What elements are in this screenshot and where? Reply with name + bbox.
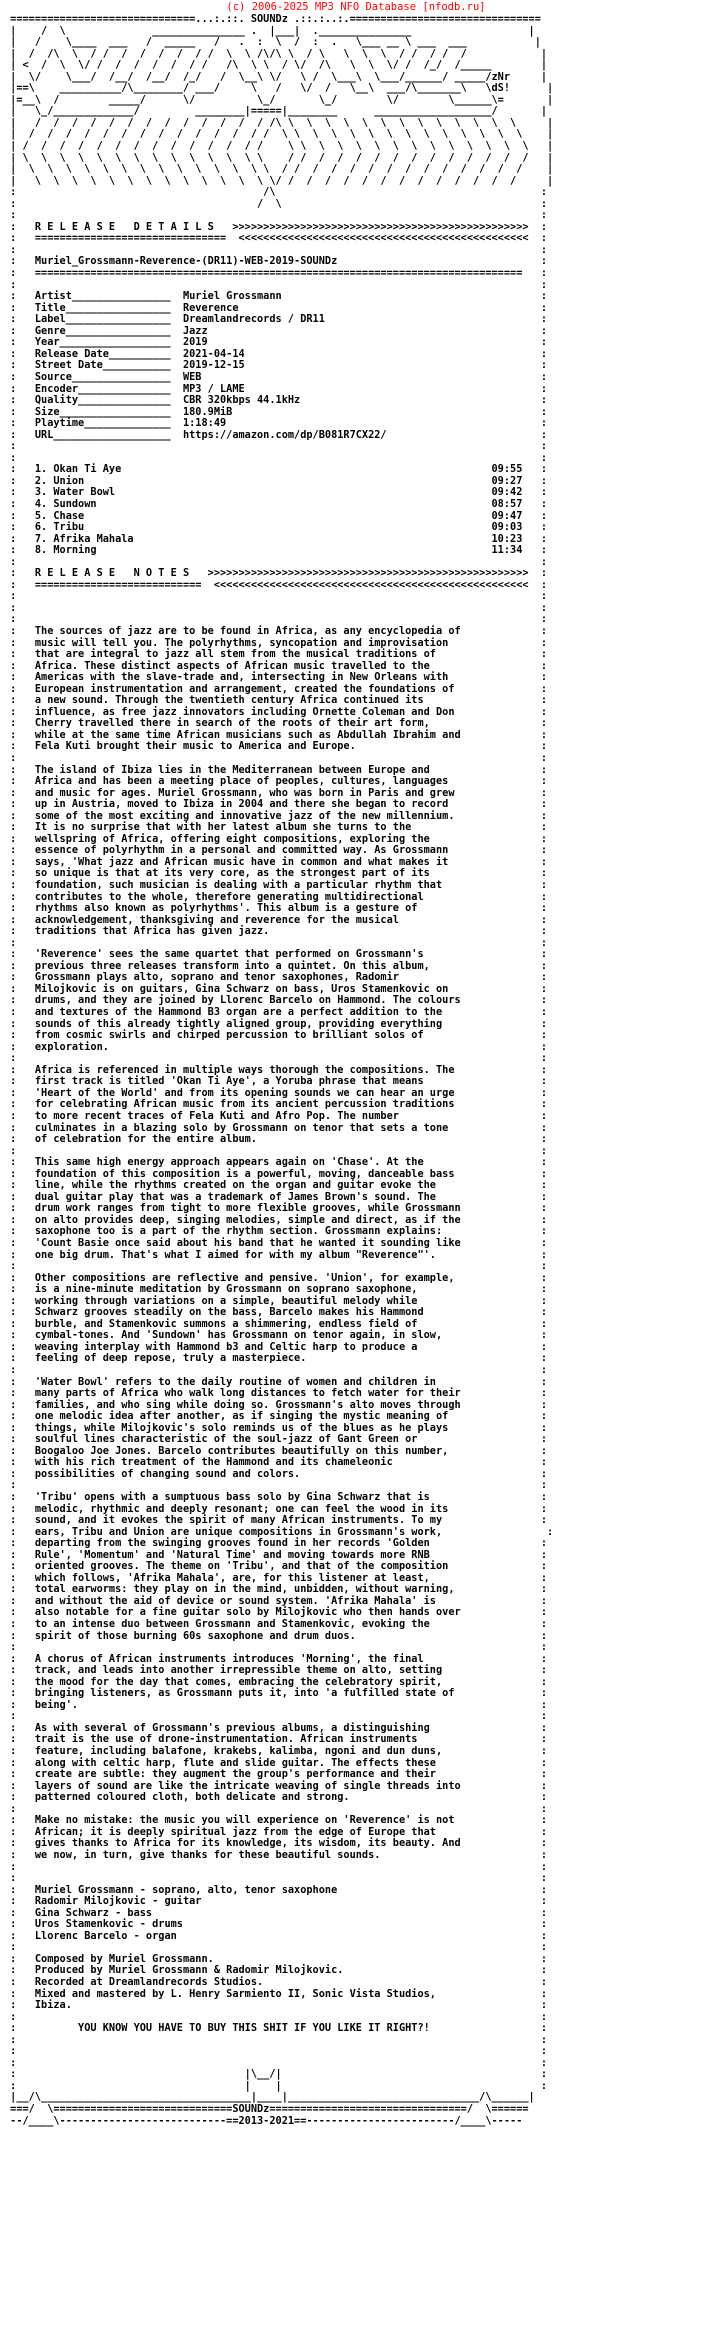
nfo-line: : Year__________________ 2019 : [4,336,548,349]
nfo-line: : =============================== <<<<<<<<<<<<<<<<<<<<<<<<<<<<<<<<<<<<<<<<<<<<<<< : [4,232,548,245]
nfo-line: : YOU KNOW YOU HAVE TO BUY THIS SHIT IF YOU LIKE IT RIGHT?! : [4,2022,548,2035]
nfo-line: : Genre_________________ Jazz : [4,324,548,337]
nfo-line: : : [4,1641,548,1654]
nfo-line: : previous three releases transform into a quintet. On this album, : [4,959,548,972]
nfo-line: : sounds of this already tightly aligned group, providing everything : [4,1017,548,1030]
nfo-line: : along with celtic harp, flute and slide guitar. The effects these : [4,1756,548,1769]
nfo-line: : first track is titled 'Okan Ti Aye', a Yoruba phrase that means : [4,1075,548,1088]
nfo-text [4,14,708,2127]
nfo-line: | / \ _______________ . |___| ._______________ | [4,24,535,37]
nfo-line: : being'. : [4,1698,548,1711]
nfo-line: : It is no surprise that with her latest album she turns to the : [4,821,548,834]
site-header: (c) 2006-2025 MP3 NFO Database [nfodb.ru] [226,1,486,13]
nfo-line: : : [4,243,548,256]
nfo-line: | \ \ \ \ \ \ \ \ \ \ \ \ \ \/ / / / / / / / / / / / / / | [4,174,554,187]
nfo-line: : gives thanks to Africa for its knowledge, its wisdom, its beauty. And : [4,1837,548,1850]
nfo-line: | / / / / / / / / / / / / / / \ \ \ \ \ \ \ \ \ \ \ \ \ \ | [4,128,554,141]
nfo-line: : some of the most exciting and innovative jazz of the new millennium. : [4,809,548,822]
nfo-line: : layers of sound are like the intricate weaving of single threads into : [4,1779,548,1792]
nfo-line: : Release Date__________ 2021-04-14 : [4,347,548,360]
nfo-line: ===/ \=============================SOUNDz================================/ \====== [4,2102,529,2115]
nfo-line: : : [4,1941,548,1954]
nfo-line: : acknowledgement, thanksgiving and reverence for the musical : [4,913,548,926]
nfo-line: : for celebrating African music from its ancient percussion traditions : [4,1098,548,1111]
nfo-line: : one big drum. That's what I aimed for with my album "Reverence"'. : [4,1248,548,1261]
nfo-line: : sound, and it evokes the spirit of many African instruments. To my : [4,1514,548,1527]
nfo-line: : says, 'What jazz and African music have in common and what makes it : [4,855,548,868]
nfo-line: : European instrumentation and arrangement, created the foundations of : [4,682,548,695]
nfo-line: : line, while the rhythms created on the organ and guitar evoke the : [4,1179,548,1192]
nfo-line: : things, while Milojkovic's solo reminds us of the blues as he plays : [4,1421,548,1434]
nfo-line: : 1. Okan Ti Aye 09:55 : [4,463,548,476]
nfo-line: : 2. Union 09:27 : [4,474,548,487]
nfo-line: : Llorenc Barcelo - organ : [4,1929,548,1942]
nfo-line: : 'Count Basie once said about his band that he wanted it sounding like : [4,1236,548,1249]
nfo-line: : we now, in turn, give thanks for these beautiful sounds. : [4,1848,548,1861]
nfo-line: : : [4,613,548,626]
nfo-line: : Cherry travelled there in search of the roots of their art form, : [4,717,548,730]
nfo-line: : Artist________________ Muriel Grossmann : [4,290,548,303]
nfo-line: : : [4,1363,548,1376]
nfo-line: : while at the same time African musicians such as Abdullah Ibrahim and : [4,728,548,741]
nfo-line: : Playtime______________ 1:18:49 : [4,417,548,430]
nfo-line: : /\ : [4,186,548,199]
nfo-line: : : [4,2010,548,2023]
nfo-line: : : [4,936,548,949]
nfo-line: | \ \ \ \ \ \ \ \ \ \ \ \ \ \ / / / / / / / / / / / / / / | [4,163,554,176]
nfo-line: : Africa is referenced in multiple ways thorough the compositions. The : [4,1063,548,1076]
nfo-line: : 'Water Bowl' refers to the daily routine of women and children in : [4,1375,548,1388]
nfo-line: : Schwarz grooves steadily on the bass, Barcelo makes his Hammond : [4,1306,548,1319]
nfo-line: : 'Reverence' sees the same quartet that performed on Grossmann's : [4,948,548,961]
nfo-line: : Ibiza. : [4,1999,548,2012]
nfo-line: : ears, Tribu and Union are unique compositions in Grossmann's work, : [4,1525,554,1538]
nfo-line: : |\__/| : [4,2068,548,2081]
nfo-line: : spirit of those burning 60s saxophone and drum duos. : [4,1629,548,1642]
nfo-line: : Other compositions are reflective and pensive. 'Union', for example, : [4,1271,548,1284]
nfo-line: : 6. Tribu 09:03 : [4,521,548,534]
nfo-line: : oriented grooves. The theme on 'Tribu', and that of the composition : [4,1560,548,1573]
nfo-line: : traditions that Africa has given jazz. : [4,925,548,938]
nfo-line: : Africa and has been a meeting place of peoples, cultures, languages : [4,775,548,788]
nfo-line: : dual guitar play that was a trademark of James Brown's sound. The : [4,1190,548,1203]
nfo-line: : trait is the use of drone-instrumentation. African instruments : [4,1733,548,1746]
nfo-line: : Muriel_Grossmann-Reverence-(DR11)-WEB-2019-SOUNDz : [4,255,548,268]
nfo-line: : : [4,752,548,764]
nfo-line: : one melodic idea after another, as if singing the mystic meaning of : [4,1410,548,1423]
nfo-line: : on alto provides deep, singing melodies, simple and direct, as if the : [4,1213,548,1226]
nfo-line: : 8. Morning 11:34 : [4,544,548,557]
nfo-line: : Fela Kuti brought their music to America and Europe. : [4,740,548,753]
nfo-line: : Gina Schwarz - bass : [4,1906,548,1919]
nfo-line: : also notable for a fine guitar solo by Milojkovic who then hands over : [4,1606,548,1619]
nfo-line: : : [4,601,548,614]
nfo-line: : 5. Chase 09:47 : [4,509,548,522]
nfo-line: : and without the aid of device or sound system. 'Afrika Mahala' is : [4,1594,548,1607]
nfo-line: : Size__________________ 180.9MiB : [4,405,548,418]
nfo-line: : music will tell you. The polyrhythms, syncopation and improvisation : [4,636,548,649]
nfo-line: : foundation, such musician is dealing with a particular rhythm that : [4,879,548,892]
nfo-line: : =============================================================================== : [4,267,548,280]
nfo-line: : drums, and they are joined by Llorenc Barcelo on Hammond. The colours : [4,994,548,1007]
nfo-line: : Encoder_______________ MP3 / LAME : [4,382,548,395]
nfo-line: : create are subtle: they augment the group's performance and their : [4,1768,548,1781]
nfo-line: : that are integral to jazz all stem from the musical traditions of : [4,648,548,661]
nfo-line: | / / / / / / / / / / / / / / \ \ \ \ \ \ \ \ \ \ \ \ \ \ | [4,140,554,153]
nfo-line: : and textures of the Hammond B3 organ are a perfect addition to the : [4,1006,548,1019]
nfo-line: : : [4,1479,548,1492]
nfo-line: : Quality_______________ CBR 320kbps 44.1kHz : [4,394,548,407]
nfo-line: : African; it is deeply spiritual jazz from the edge of Europe that : [4,1825,548,1838]
nfo-line: : working through variations on a simple, beautiful melody while : [4,1294,548,1307]
nfo-line: : 4. Sundown 08:57 : [4,497,548,510]
nfo-line: : Make no mistake: the music you will experience on 'Reverence' is not : [4,1814,548,1827]
nfo-line: : cymbal-tones. And 'Sundown' has Grossmann on tenor again, in slow, : [4,1329,548,1342]
nfo-line: : track, and leads into another irrepressible theme on alto, setting : [4,1664,548,1677]
nfo-line: : so unique is that at its very core, as the strongest part of its : [4,867,548,880]
nfo-line: : Boogaloo Joe Jones. Barcelo contributes beautifully on this number, : [4,1444,548,1457]
nfo-line: | / \____ ___ / _____ / . : \ / : . \___ __ \ ___ ___ | [4,36,541,49]
nfo-line: : burble, and Stamenkovic summons a shimmering, endless field of : [4,1317,548,1330]
nfo-line: : : [4,2056,548,2069]
nfo-line: : Label_________________ Dreamlandrecords / DR11 : [4,313,548,326]
nfo-line: : Title_________________ Reverence : [4,301,548,314]
nfo-line: : a new sound. Through the twentieth century Africa continued its : [4,694,548,707]
nfo-line: : Africa. These distinct aspects of African music travelled to the : [4,659,548,672]
nfo-line: : and music for ages. Muriel Grossmann, who was born in Paris and grew : [4,786,548,799]
nfo-line: : essence of polyrhythm in a personal and committed way. As Grossmann : [4,844,548,857]
nfo-line: : families, and who sing while doing so. Grossmann's alto moves through : [4,1398,548,1411]
nfo-line: : Source________________ WEB : [4,370,548,383]
nfo-line: : =========================== <<<<<<<<<<<<<<<<<<<<<<<<<<<<<<<<<<<<<<<<<<<<<<<<<<< : [4,578,548,591]
nfo-line: : Milojkovic is on guitars, Gina Schwarz on bass, Uros Stamenkovic on : [4,982,548,995]
nfo-line: : 7. Afrika Mahala 10:23 : [4,532,548,545]
nfo-line: : R E L E A S E D E T A I L S >>>>>>>>>>>>>>>>>>>>>>>>>>>>>>>>>>>>>>>>>>>>>>>> : [4,220,548,233]
nfo-line: : with his rich treatment of the Hammond and its chameleonic : [4,1456,548,1469]
nfo-line: : from cosmic swirls and chirped percussion to brilliant solos of : [4,1029,548,1042]
nfo-line: : feeling of deep repose, truly a masterpiece. : [4,1352,548,1365]
nfo-line: : 'Heart of the World' and from its opening sounds we can hear an urge : [4,1086,548,1099]
nfo-line: |==\ __________/\________/ ___/ \ / \/ / \__\ ___/\_______\ \dS! | [4,82,554,95]
nfo-line: | < / \ \/ / / / / / / / /\ \ \ / \/ /\ \ \ \/ / /_/ /_____ | [4,59,548,72]
nfo-line: | \_/_____________/ ________|=====|________ ___________________/ | [4,105,548,118]
nfo-line: : The sources of jazz are to be found in Africa, as any encyclopedia of : [4,624,548,637]
nfo-line: : soulful lines characteristic of the soul-jazz of Gant Green or : [4,1433,548,1446]
nfo-line: : / \ : [4,197,548,210]
nfo-line: : : [4,451,548,464]
nfo-line: : URL___________________ https://amazon.com/dp/B081R7CX22/ : [4,428,548,441]
nfo-line: : : [4,1802,548,1815]
nfo-line: : Uros Stamenkovic - drums : [4,1918,548,1931]
nfo-line: ==============================...:.::. SOUNDz .::.:..:.=============================== [4,13,541,25]
nfo-line: : departing from the swinging grooves found in her records 'Golden : [4,1537,548,1550]
nfo-line: : total earworms: they play on in the mind, unbidden, without warning, : [4,1583,548,1596]
nfo-line: : the mood for the day that comes, embracing the celebratory spirit, : [4,1675,548,1688]
nfo-line: : : [4,1710,548,1723]
nfo-line: : possibilities of changing sound and colors. : [4,1467,548,1480]
nfo-line: : to more recent traces of Fela Kuti and Afro Pop. The number : [4,1109,548,1122]
nfo-line: : : [4,1872,548,1885]
nfo-line: : wellspring of Africa, offering eight compositions, exploring the : [4,832,548,845]
nfo-line: : : [4,555,548,568]
nfo-line: : : [4,440,548,453]
nfo-line: : rhythms also known as polyrhythms'. This album is a gesture of : [4,902,548,915]
nfo-line: : : [4,590,548,603]
nfo-line: | \ \ \ \ \ \ \ \ \ \ \ \ \ \ / / / / / / / / / / / / / / | [4,151,554,164]
nfo-line: | / / / / / / / / / / / / / /\ \ \ \ \ \ \ \ \ \ \ \ \ \ | [4,116,554,129]
nfo-line: : : [4,2033,548,2046]
nfo-line: | \/ \___/ /__/ /__/ /_/ / \__\ \/ \ / \___\ \___/______/ _____/zNr | [4,70,548,83]
nfo-line: --/____\---------------------------==2013-2021==------------------------/____\----- [4,2114,523,2127]
nfo-line: : Recorded at Dreamlandrecords Studios. : [4,1975,548,1988]
nfo-line: : Rule', 'Momentum' and 'Natural Time' and moving towards more RNB : [4,1548,548,1561]
nfo-line: : R E L E A S E N O T E S >>>>>>>>>>>>>>>>>>>>>>>>>>>>>>>>>>>>>>>>>>>>>>>>>>>> : [4,567,548,580]
nfo-line: : influence, as free jazz innovators including Ornette Coleman and Don : [4,705,548,718]
nfo-line: : Composed by Muriel Grossmann. : [4,1952,548,1965]
nfo-line: : This same high energy approach appears again on 'Chase'. At the : [4,1156,548,1169]
nfo-line: : Street Date___________ 2019-12-15 : [4,359,548,372]
nfo-line: : exploration. : [4,1040,548,1053]
nfo-line: : : [4,209,548,222]
nfo-line: : Mixed and mastered by L. Henry Sarmiento II, Sonic Vista Studios, : [4,1987,548,2000]
nfo-line: : 'Tribu' opens with a sumptuous bass solo by Gina Schwarz that is : [4,1491,548,1503]
nfo-line: : Radomir Milojkovic - guitar : [4,1895,548,1908]
nfo-line: : saxophone too is a part of the rhythm section. Grossmann explains: : [4,1225,548,1238]
nfo-line: : is a nine-minute meditation by Grossmann on soprano saxophone, : [4,1283,548,1296]
nfo-line: : to an intense duo between Grossmann and Stamenkovic, evoking the : [4,1618,548,1631]
nfo-line: : Produced by Muriel Grossmann & Radomir Milojkovic. : [4,1964,548,1977]
nfo-line: : foundation of this composition is a powerful, moving, danceable bass : [4,1167,548,1180]
nfo-line: : bringing listeners, as Grossmann puts it, into 'a fulfilled state of : [4,1687,548,1700]
nfo-line: : A chorus of African instruments introduces 'Morning', the final : [4,1652,548,1665]
nfo-line: |__/\__________________________________|____|_______________________________/\______| [4,2091,535,2104]
nfo-line: : 3. Water Bowl 09:42 : [4,486,548,499]
nfo-line: : many parts of Africa who walk long distances to fetch water for their : [4,1387,548,1400]
nfo-line: : Grossmann plays alto, soprano and tenor saxophones, Radomir : [4,971,548,984]
nfo-line: |=__\ / _____/ \/ \_/ \_/ \/ \______\= | [4,93,554,106]
nfo-line: : melodic, rhythmic and deeply resonant; one can feel the wood in its : [4,1502,548,1515]
nfo-line: : contributes to the whole, therefore generating multidirectional : [4,890,548,903]
nfo-line: | / /\ \ / / / / / / / / \ \ /\/\ \ / \ \ \ \ / / / / / | [4,47,548,60]
nfo-line: : : [4,1052,548,1065]
nfo-line: : of celebration for the entire album. : [4,1133,548,1146]
nfo-line: : As with several of Grossmann's previous albums, a distinguishing : [4,1721,548,1734]
nfo-line: : : [4,1860,548,1873]
nfo-line: : culminates in a blazing solo by Grossmann on tenor that sets a tone : [4,1121,548,1134]
nfo-line: : : [4,2045,548,2058]
nfo-line: : Americas with the slave-trade and, intersecting in New Orleans with : [4,671,548,684]
nfo-line: : which follows, 'Afrika Mahala', are, for this listener at least, : [4,1571,548,1584]
nfo-line: : The island of Ibiza lies in the Mediterranean between Europe and : [4,763,548,776]
nfo-line: : drum work ranges from tight to more flexible grooves, while Grossmann : [4,1202,548,1215]
nfo-line: : : [4,278,548,291]
nfo-line: : patterned coloured cloth, both delicate and strong. : [4,1791,548,1804]
nfo-line: : weaving interplay with Hammond b3 and Celtic harp to produce a : [4,1340,548,1353]
nfo-line: : Muriel Grossmann - soprano, alto, tenor saxophone : [4,1883,548,1896]
nfo-line: : | | : [4,2079,548,2092]
nfo-line: : : [4,1144,548,1157]
nfo-line: : up in Austria, moved to Ibiza in 2004 and there she began to record : [4,798,548,811]
nfo-line: : feature, including balafone, krakebs, kalimba, ngoni and dun duns, : [4,1745,548,1758]
nfo-line: : : [4,1260,548,1273]
